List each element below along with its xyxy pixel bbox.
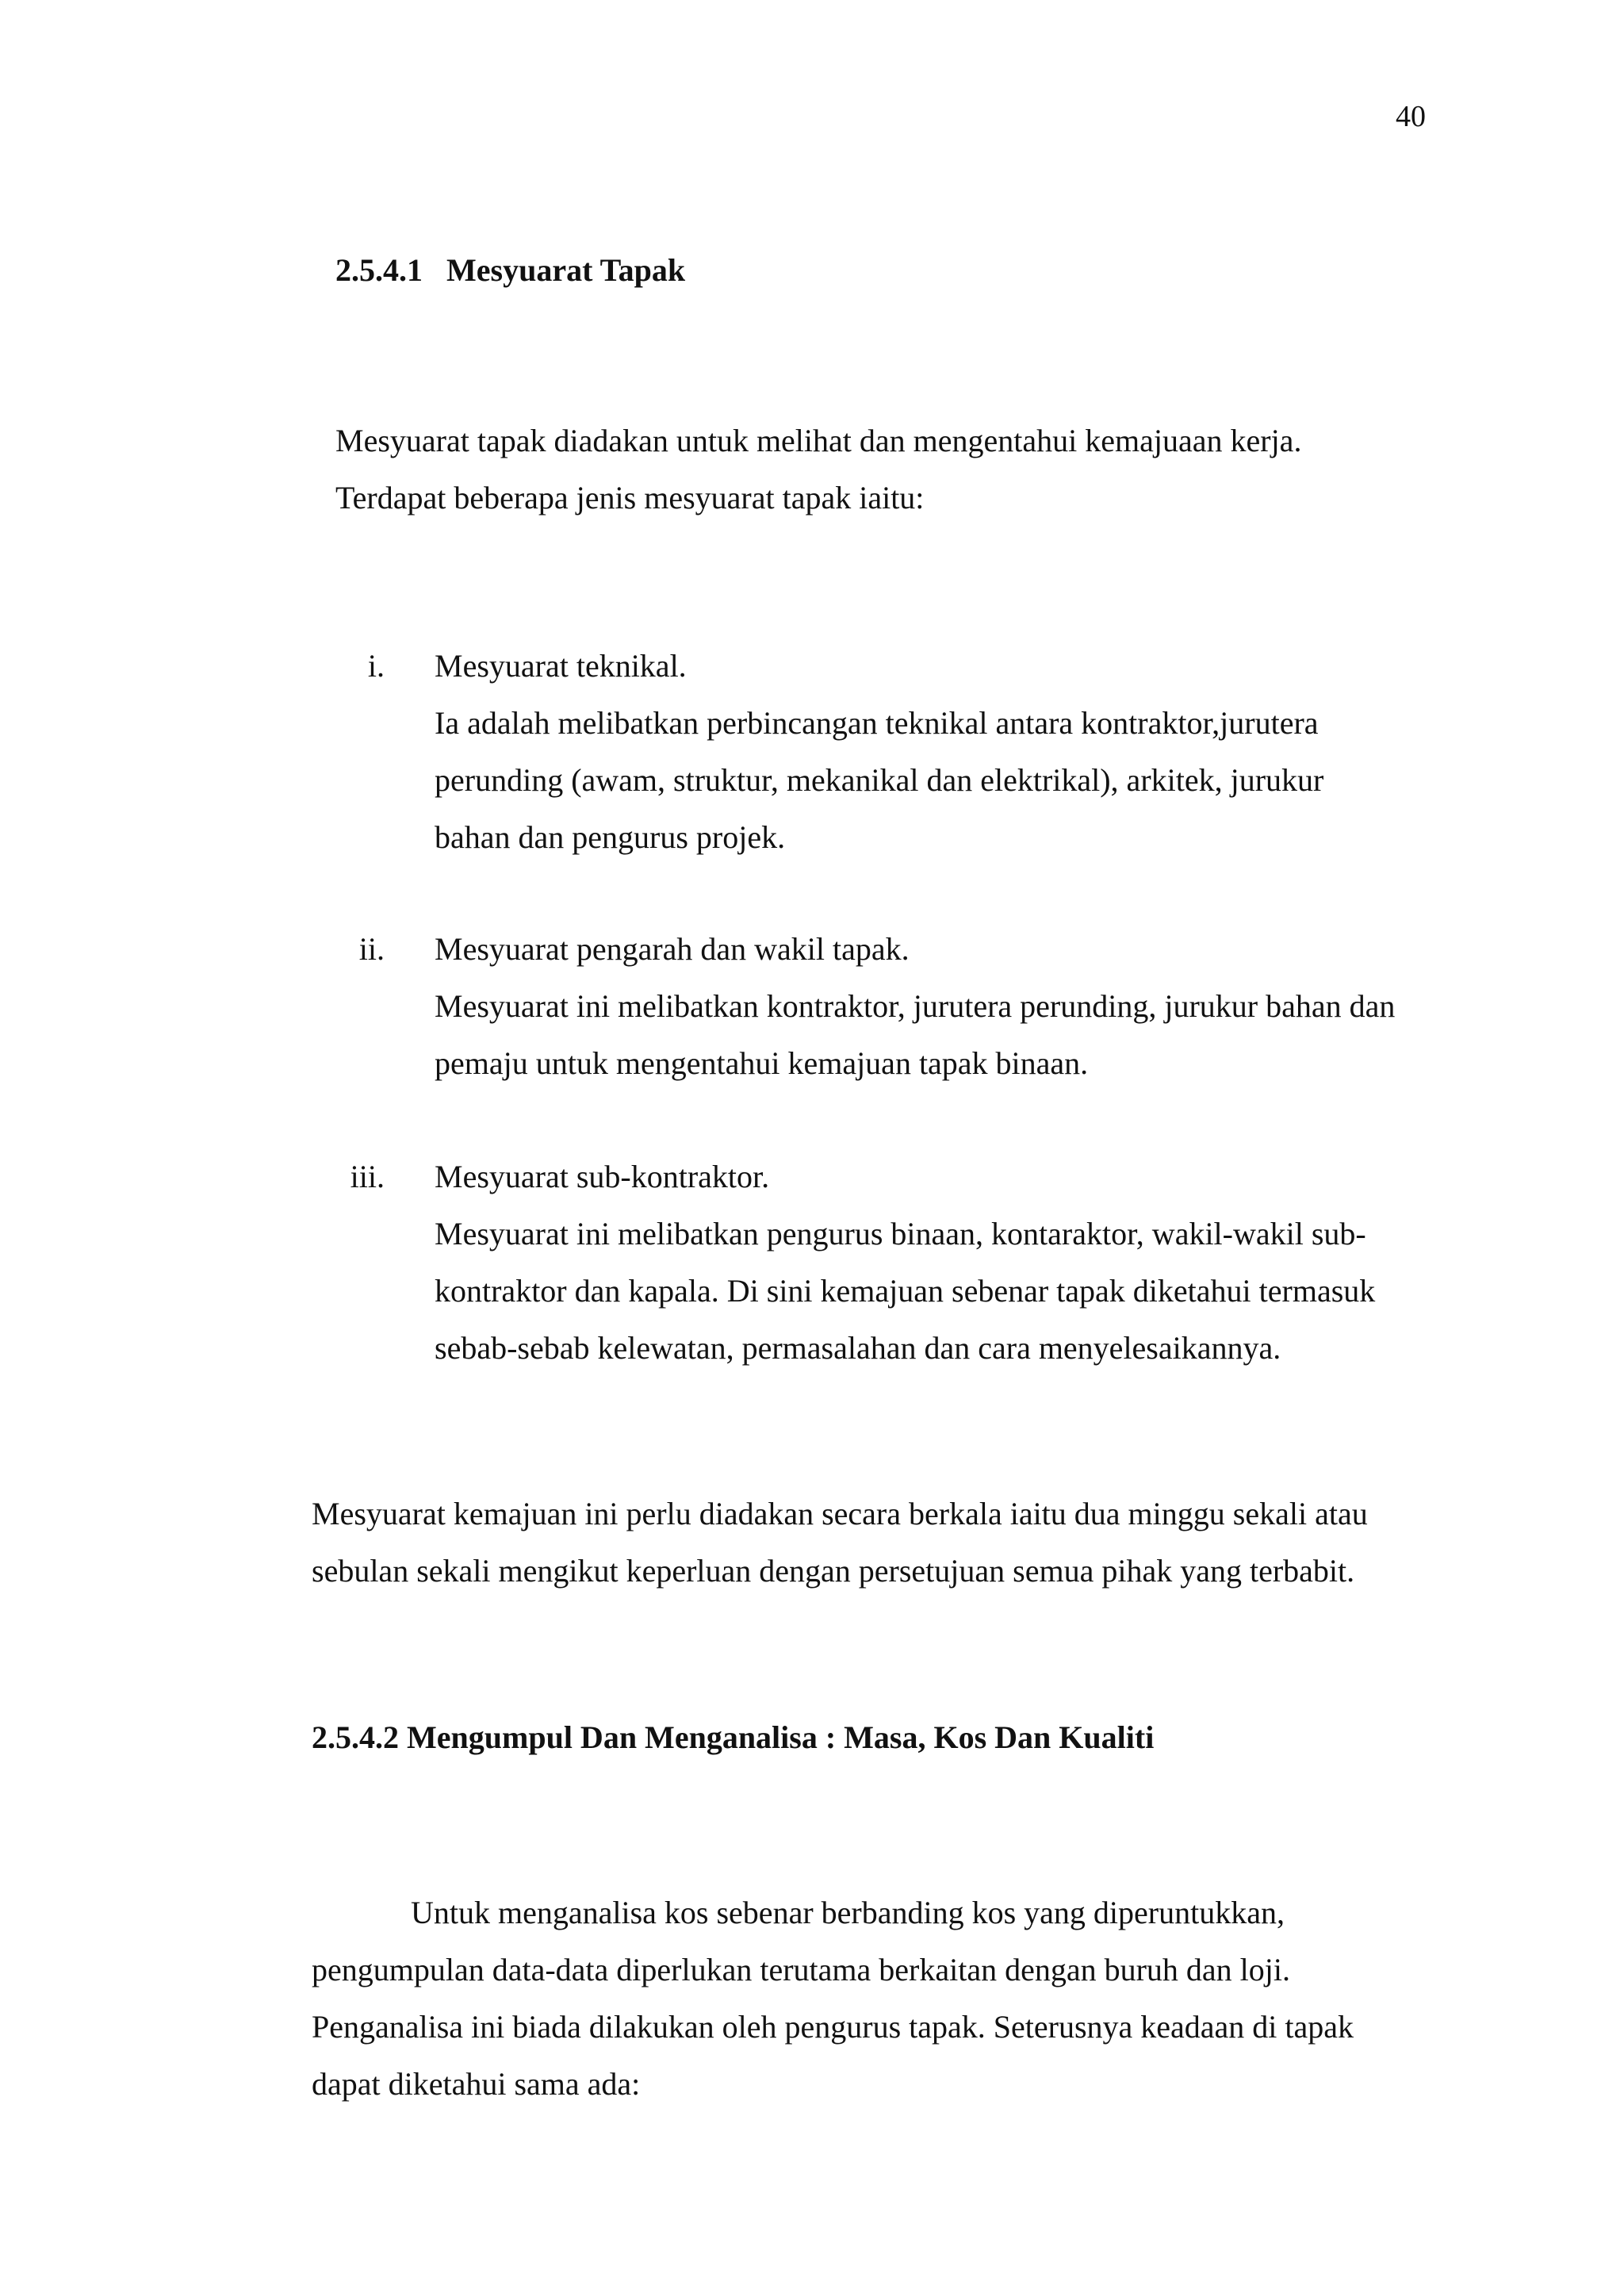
intro-paragraph bbox=[335, 412, 1301, 527]
paragraph-line: Mesyuarat tapak diadakan untuk melihat dan mengentahui kemajuaan kerja. bbox=[335, 423, 1302, 458]
paragraph-line: dapat diketahui sama ada: bbox=[312, 2066, 641, 2102]
list-item-line: perunding (awam, struktur, mekanikal dan elektrikal), arkitek, jurukur bbox=[435, 762, 1324, 798]
list-marker: ii. bbox=[358, 931, 385, 967]
list-item-line: kontraktor dan kapala. Di sini kemajuan sebenar tapak diketahui termasuk bbox=[435, 1273, 1376, 1309]
list-marker: i. bbox=[367, 648, 385, 684]
list-item-body bbox=[435, 638, 1323, 866]
list-item-line: Ia adalah melibatkan perbincangan teknikal antara kontraktor,jurutera bbox=[435, 705, 1319, 741]
section-number: 2.5.4.1 bbox=[335, 252, 423, 288]
list-item-title: Mesyuarat teknikal. bbox=[435, 648, 687, 684]
paragraph-line: pengumpulan data-data diperlukan terutama berkaitan dengan buruh dan loji. bbox=[312, 1952, 1291, 1987]
section-heading-2-5-4-1 bbox=[335, 251, 685, 289]
section-heading-2-5-4-2: 2.5.4.2 Mengumpul Dan Menganalisa : Masa, Kos Dan Kualiti bbox=[312, 1719, 1155, 1755]
paragraph-line: Terdapat beberapa jenis mesyuarat tapak iaitu: bbox=[335, 480, 925, 516]
paragraph-line: Penganalisa ini biada dilakukan oleh pengurus tapak. Seterusnya keadaan di tapak bbox=[312, 2009, 1354, 2045]
page-number: 40 bbox=[1396, 100, 1426, 133]
list-item-line: Mesyuarat ini melibatkan pengurus binaan, kontaraktor, wakil-wakil sub- bbox=[435, 1216, 1366, 1251]
list-item-title: Mesyuarat sub-kontraktor. bbox=[435, 1159, 770, 1194]
list-item-line: pemaju untuk mengentahui kemajuan tapak binaan. bbox=[435, 1045, 1089, 1081]
paragraph-line: sebulan sekali mengikut keperluan dengan persetujuan semua pihak yang terbabit. bbox=[312, 1553, 1355, 1589]
list-item-body bbox=[435, 921, 1395, 1092]
paragraph-line: Mesyuarat kemajuan ini perlu diadakan secara berkala iaitu dua minggu sekali atau bbox=[312, 1496, 1368, 1531]
paragraph-line: Untuk menganalisa kos sebenar berbanding kos yang diperuntukkan, bbox=[411, 1895, 1285, 1930]
list-item-line: sebab-sebab kelewatan, permasalahan dan cara menyelesaikannya. bbox=[435, 1330, 1281, 1366]
list-item-body bbox=[435, 1148, 1375, 1377]
list-item-title: Mesyuarat pengarah dan wakil tapak. bbox=[435, 931, 910, 967]
analysis-paragraph bbox=[312, 1884, 1354, 2113]
section-title: Mesyuarat Tapak bbox=[446, 252, 686, 288]
list-item-line: bahan dan pengurus projek. bbox=[435, 819, 786, 855]
list-item-line: Mesyuarat ini melibatkan kontraktor, jurutera perunding, jurukur bahan dan bbox=[435, 988, 1396, 1024]
closing-paragraph bbox=[312, 1485, 1368, 1600]
list-marker: iii. bbox=[350, 1159, 385, 1194]
